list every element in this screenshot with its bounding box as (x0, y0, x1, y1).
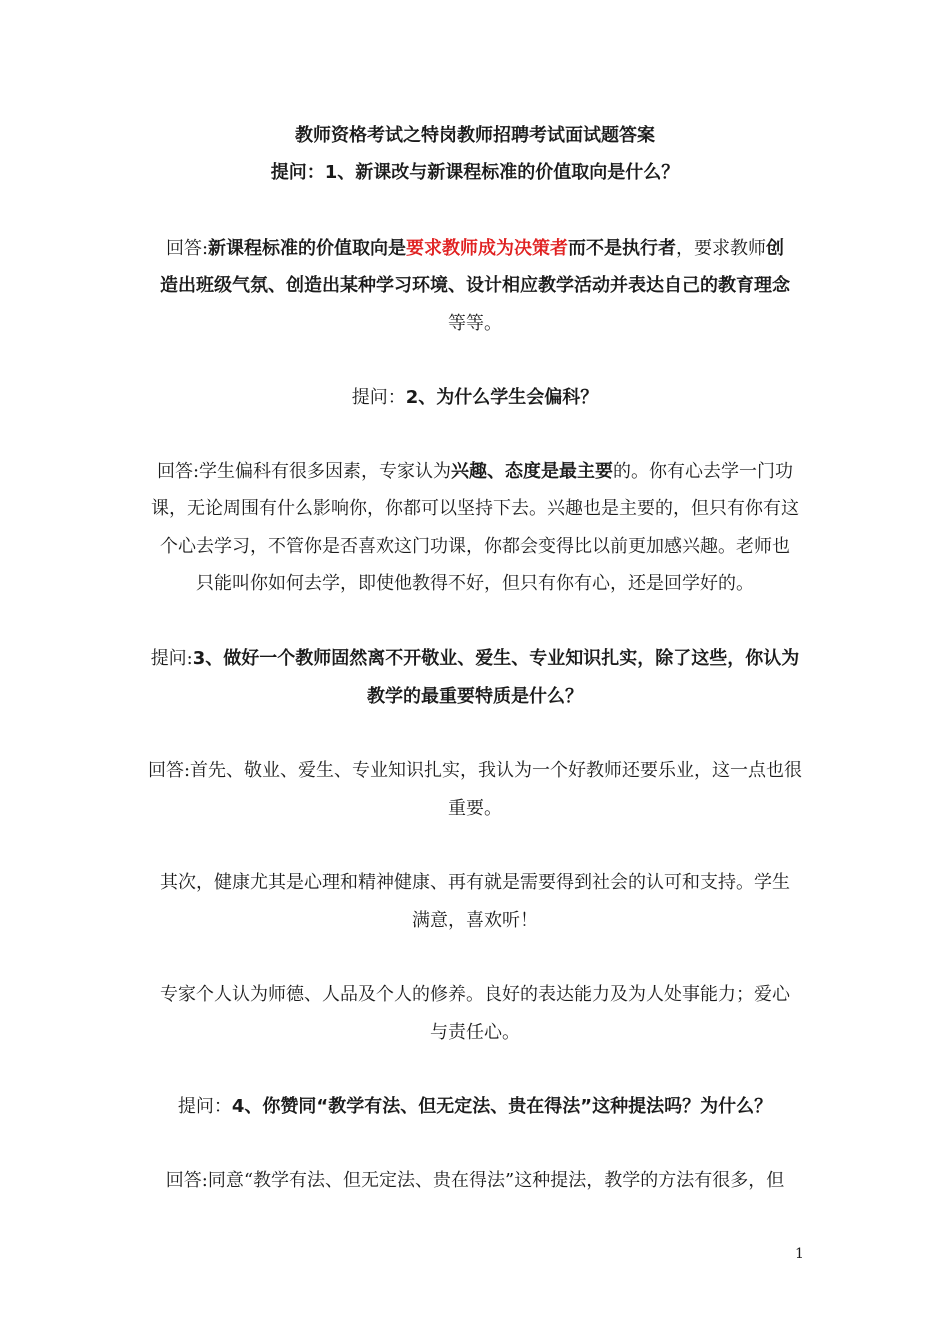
question-4 (0, 1095, 950, 1119)
question-1 (0, 161, 950, 185)
answer-2-line-2: 课，无论周围有什么影响你，你都可以坚持下去。兴趣也是主要的，但只有你有这 (151, 498, 799, 519)
question-4-text: 4、你赞同“教学有法、但无定法、贵在得法”这种提法吗？为什么？ (231, 1096, 773, 1117)
question-3-prefix: 提问: (150, 648, 193, 669)
question-1-text: 1、新课改与新课程标准的价值取向是什么？ (324, 162, 680, 183)
question-4-prefix: 提问： (177, 1096, 232, 1117)
answer-1-bold-3: 创 (766, 238, 785, 259)
question-3-line-2: 教学的最重要特质是什么？ (367, 686, 583, 707)
answer-3-p2-line-1: 其次，健康尤其是心理和精神健康、再有就是需要得到社会的认可和支持。学生 (160, 872, 790, 893)
question-3-text: 3、做好一个教师固然离不开敬业、爱生、专业知识扎实，除了这些，你认为 (192, 648, 800, 669)
answer-3-p3-line-1: 专家个人认为师德、人品及个人的修养。良好的表达能力及为人处事能力；爱心 (160, 984, 790, 1005)
answer-4-line-1: 回答:同意“教学有法、但无定法、贵在得法”这种提法，教学的方法有很多，但 (165, 1170, 785, 1191)
answer-3-p3-line-2: 与责任心。 (430, 1022, 520, 1043)
answer-1-bold-2: 而不是执行者 (568, 238, 677, 259)
answer-1-line-2: 造出班级气氛、创造出某种学习环境、设计相应教学活动并表达自己的教育理念 (160, 275, 790, 296)
answer-1-bold-1: 新课程标准的价值取向是 (208, 238, 407, 259)
answer-1-line-3: 等等。 (448, 313, 502, 334)
question-3-line-1 (0, 647, 950, 671)
answer-1-highlight: 要求教师成为决策者 (406, 238, 569, 259)
answer-2-emphasis: 兴趣、态度是最主要 (451, 461, 614, 482)
answer-2-line-3: 个心去学习，不管你是否喜欢这门功课，你都会变得比以前更加感兴趣。老师也 (160, 536, 790, 557)
answer-3-p2-line-2: 满意，喜欢听！ (412, 910, 538, 931)
question-2 (0, 386, 950, 410)
question-2-prefix: 提问： (351, 387, 406, 408)
answer-1-prefix: 回答: (165, 238, 209, 259)
question-1-prefix: 提问： (270, 162, 325, 183)
document-title: 教师资格考试之特岗教师招聘考试面试题答案 (295, 125, 655, 146)
answer-3-p1-line-1: 回答:首先、敬业、爱生、专业知识扎实，我认为一个好教师还要乐业，这一点也很 (147, 760, 803, 781)
answer-2-line-4: 只能叫你如何去学，即使他教得不好，但只有你有心，还是回学好的。 (196, 573, 754, 594)
answer-2-line-1-c: 的。你有心去学一门功 (613, 461, 794, 482)
answer-2-line-1 (0, 460, 950, 484)
answer-2-line-1-a: 回答:学生偏科有很多因素，专家认为 (156, 461, 452, 482)
question-2-text: 2、为什么学生会偏科？ (405, 387, 599, 408)
page-number: 1 (795, 1246, 804, 1262)
answer-1-line-1 (0, 237, 950, 261)
answer-3-p1-line-2: 重要。 (448, 798, 502, 819)
answer-1-normal-1: ，要求教师 (676, 238, 767, 259)
